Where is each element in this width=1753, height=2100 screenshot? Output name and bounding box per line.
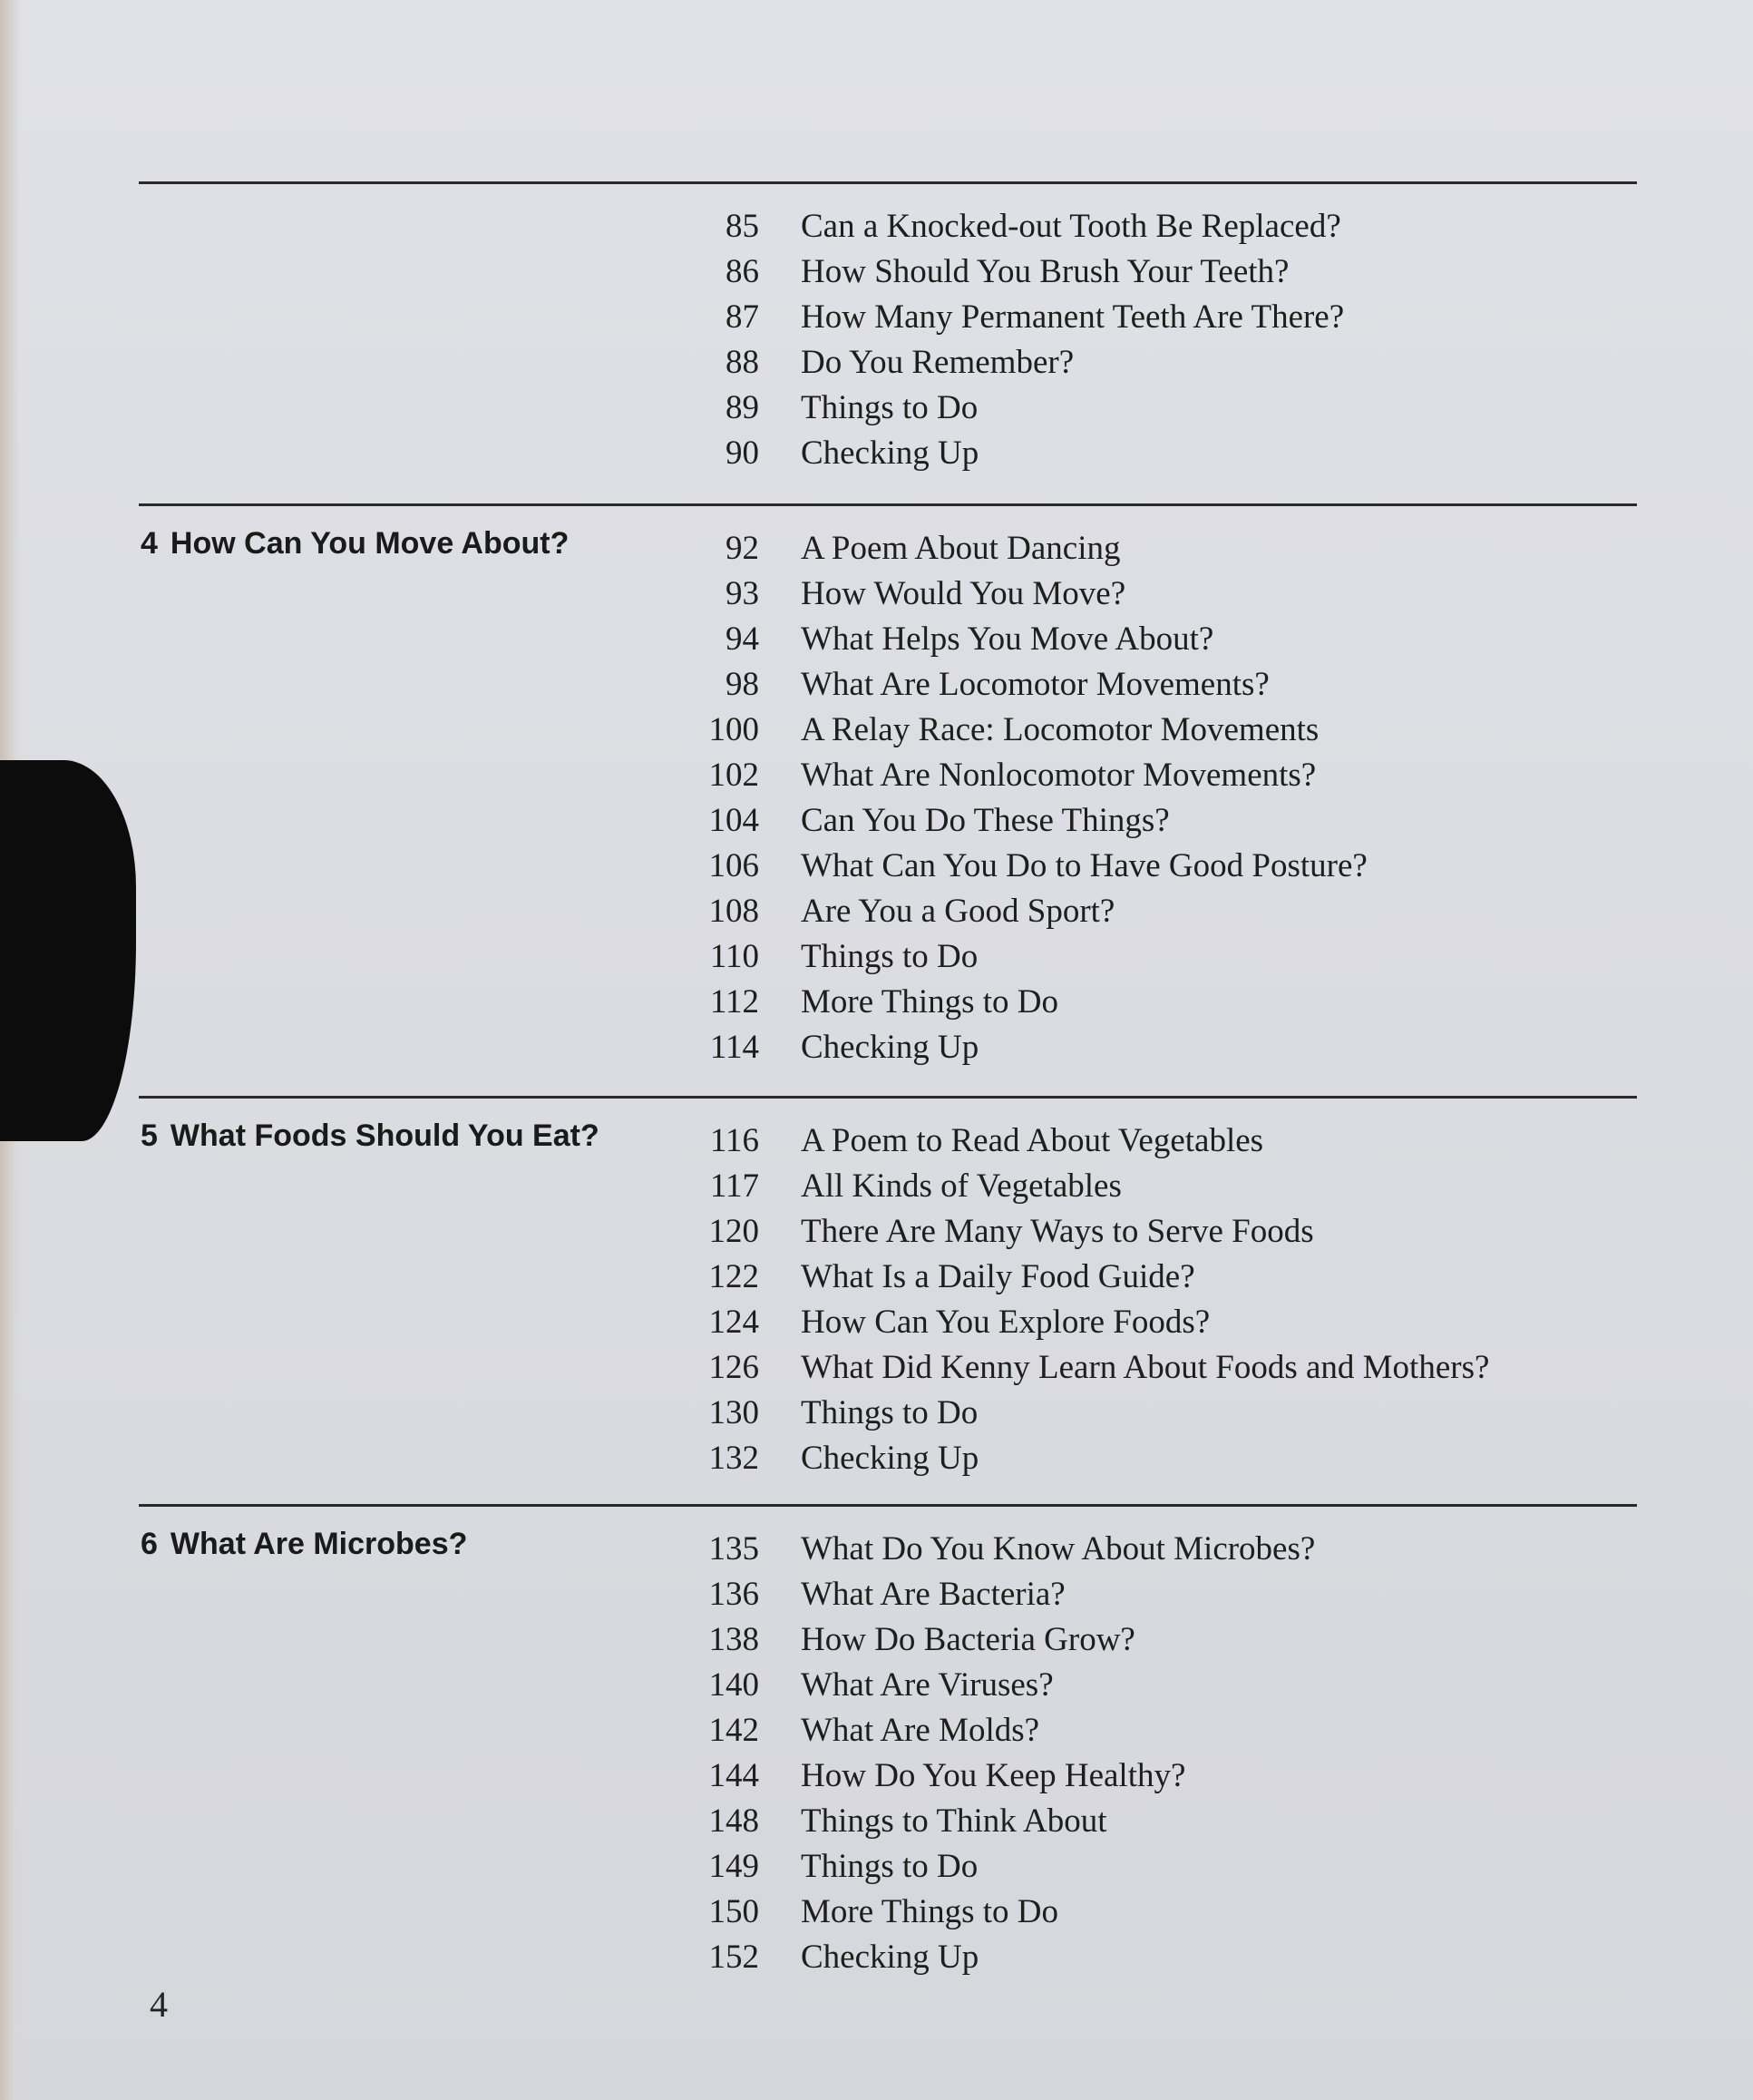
entry-page-number: 110 bbox=[709, 938, 759, 975]
entry-page-number: 102 bbox=[708, 757, 759, 794]
entry-page-number: 112 bbox=[709, 983, 759, 1021]
entry-title: A Poem to Read About Vegetables bbox=[801, 1122, 1264, 1159]
entry-page-number: 136 bbox=[708, 1576, 759, 1613]
entry-page-number: 117 bbox=[709, 1167, 759, 1205]
entry-page-number: 108 bbox=[708, 893, 759, 930]
entry-page-number: 88 bbox=[726, 344, 759, 381]
chapter-title: What Foods Should You Eat? bbox=[170, 1118, 599, 1153]
entry-title: Can You Do These Things? bbox=[801, 802, 1170, 839]
entry-page-number: 93 bbox=[726, 575, 759, 612]
entry-title: What Are Molds? bbox=[801, 1712, 1040, 1749]
chapter-number: 4 bbox=[141, 526, 158, 561]
entry-title: Checking Up bbox=[801, 1939, 979, 1976]
entry-title: Things to Think About bbox=[801, 1802, 1107, 1840]
entry-title: How Many Permanent Teeth Are There? bbox=[801, 298, 1345, 336]
entry-page-number: 116 bbox=[709, 1122, 759, 1159]
entry-title: What Can You Do to Have Good Posture? bbox=[801, 847, 1368, 884]
entry-title: How Do Bacteria Grow? bbox=[801, 1621, 1135, 1658]
entry-title: How Should You Brush Your Teeth? bbox=[801, 253, 1290, 290]
entry-title: How Do You Keep Healthy? bbox=[801, 1757, 1186, 1794]
entry-page-number: 149 bbox=[708, 1848, 759, 1885]
chapter-heading bbox=[141, 526, 569, 562]
entry-page-number: 90 bbox=[726, 435, 759, 472]
entry-page-number: 140 bbox=[708, 1666, 759, 1704]
entry-title: How Can You Explore Foods? bbox=[801, 1304, 1211, 1341]
entry-title: What Is a Daily Food Guide? bbox=[801, 1258, 1195, 1295]
entry-page-number: 144 bbox=[708, 1757, 759, 1794]
entry-page-number: 100 bbox=[708, 711, 759, 748]
entry-title: Things to Do bbox=[801, 938, 979, 975]
entry-page-number: 135 bbox=[708, 1530, 759, 1568]
entry-page-number: 126 bbox=[708, 1349, 759, 1386]
entry-title: Can a Knocked-out Tooth Be Replaced? bbox=[801, 208, 1341, 245]
entry-title: Things to Do bbox=[801, 389, 979, 426]
entry-title: Do You Remember? bbox=[801, 344, 1075, 381]
entry-page-number: 138 bbox=[708, 1621, 759, 1658]
entry-title: There Are Many Ways to Serve Foods bbox=[801, 1213, 1314, 1250]
entry-title: More Things to Do bbox=[801, 1893, 1059, 1930]
entry-title: Checking Up bbox=[801, 1440, 979, 1477]
toc-section-chapter-5 bbox=[139, 1096, 1637, 1477]
entry-title: Checking Up bbox=[801, 435, 979, 472]
page-folio-number: 4 bbox=[150, 1984, 168, 2025]
entry-title: What Helps You Move About? bbox=[801, 620, 1214, 658]
chapter-number: 5 bbox=[141, 1118, 158, 1153]
entry-page-number: 106 bbox=[708, 847, 759, 884]
entry-page-number: 150 bbox=[708, 1893, 759, 1930]
toc-section-chapter-6 bbox=[139, 1504, 1637, 1976]
entry-page-number: 124 bbox=[708, 1304, 759, 1341]
entry-title: What Are Nonlocomotor Movements? bbox=[801, 757, 1317, 794]
entry-page-number: 120 bbox=[708, 1213, 759, 1250]
entry-title: A Poem About Dancing bbox=[801, 530, 1121, 567]
chapter-heading bbox=[141, 1118, 599, 1154]
entry-title: All Kinds of Vegetables bbox=[801, 1167, 1122, 1205]
entry-page-number: 94 bbox=[726, 620, 759, 658]
entry-title: What Did Kenny Learn About Foods and Mothers? bbox=[801, 1349, 1490, 1386]
toc-section-chapter-4 bbox=[139, 503, 1637, 1066]
chapter-title: What Are Microbes? bbox=[170, 1527, 468, 1561]
chapter-heading bbox=[141, 1527, 467, 1562]
entry-title: What Are Viruses? bbox=[801, 1666, 1054, 1704]
toc-section-continued bbox=[139, 181, 1637, 472]
entry-title: Checking Up bbox=[801, 1029, 979, 1066]
entry-page-number: 122 bbox=[708, 1258, 759, 1295]
entry-page-number: 148 bbox=[708, 1802, 759, 1840]
thumb-occlusion bbox=[0, 760, 136, 1141]
entry-page-number: 89 bbox=[726, 389, 759, 426]
chapter-title: How Can You Move About? bbox=[170, 526, 570, 561]
entry-title: Things to Do bbox=[801, 1848, 979, 1885]
entry-title: What Are Bacteria? bbox=[801, 1576, 1066, 1613]
entry-page-number: 114 bbox=[709, 1029, 759, 1066]
entry-page-number: 130 bbox=[708, 1394, 759, 1431]
entry-title: What Do You Know About Microbes? bbox=[801, 1530, 1316, 1568]
entry-page-number: 104 bbox=[708, 802, 759, 839]
entry-page-number: 86 bbox=[726, 253, 759, 290]
entry-page-number: 92 bbox=[726, 530, 759, 567]
entry-title: More Things to Do bbox=[801, 983, 1059, 1021]
entry-page-number: 142 bbox=[708, 1712, 759, 1749]
entry-page-number: 152 bbox=[708, 1939, 759, 1976]
entry-title: A Relay Race: Locomotor Movements bbox=[801, 711, 1320, 748]
entry-page-number: 87 bbox=[726, 298, 759, 336]
entry-title: What Are Locomotor Movements? bbox=[801, 666, 1270, 703]
entry-page-number: 98 bbox=[726, 666, 759, 703]
entry-page-number: 132 bbox=[708, 1440, 759, 1477]
entry-title: How Would You Move? bbox=[801, 575, 1126, 612]
chapter-number: 6 bbox=[141, 1527, 158, 1561]
entry-title: Are You a Good Sport? bbox=[801, 893, 1115, 930]
entry-page-number: 85 bbox=[726, 208, 759, 245]
entry-title: Things to Do bbox=[801, 1394, 979, 1431]
